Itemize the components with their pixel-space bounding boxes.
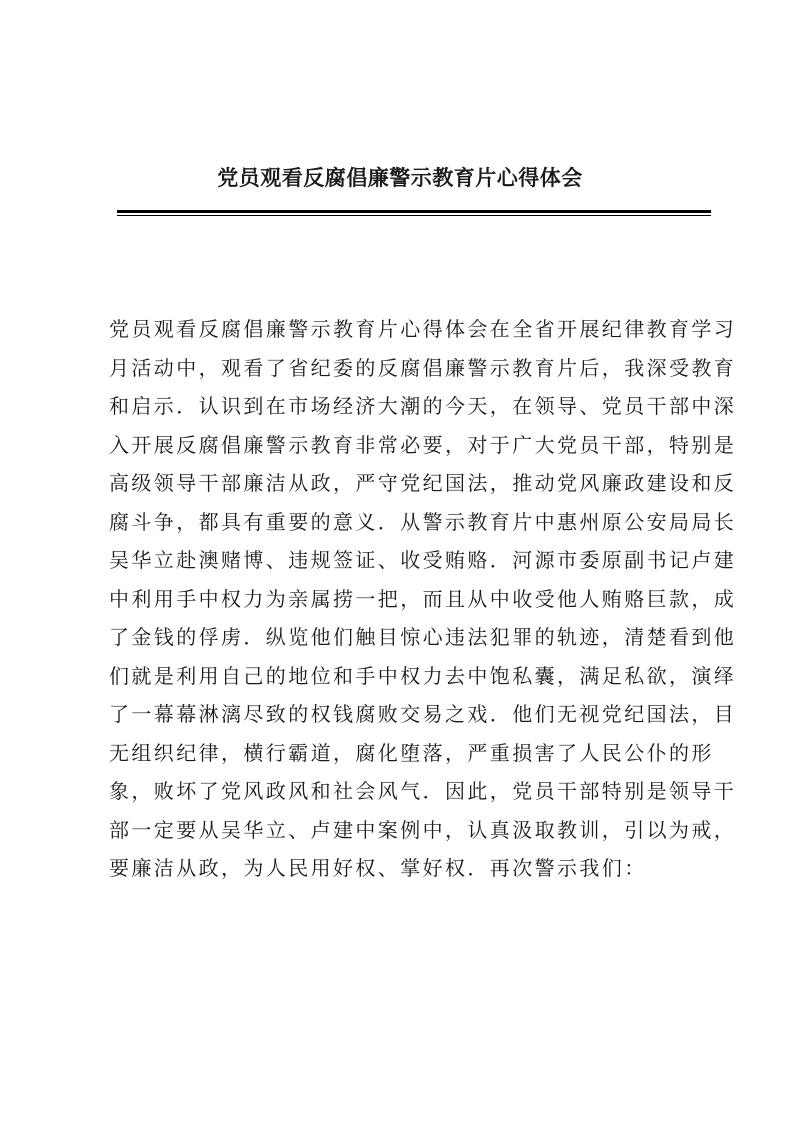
paragraph-line: 要廉洁从政，为人民用好权、掌好权．再次警示我们： — [109, 856, 647, 880]
title-underline-thin — [117, 215, 711, 216]
paragraph-line: 和启示．认识到在市场经济大潮的今天，在领导、党员干部中深 — [109, 394, 737, 418]
paragraph-line: 象，败坏了党风政风和社会风气．因此，党员干部特别是领导干 — [109, 779, 737, 803]
paragraph-line: 部一定要从吴华立、卢建中案例中，认真汲取教训，引以为戒， — [109, 817, 737, 842]
paragraph-line: 了金钱的俘虏．纵览他们触目惊心违法犯罪的轨迹，清楚看到他 — [109, 625, 737, 649]
paragraph-line: 吴华立赴澳赌博、违规签证、收受贿赂．河源市委原副书记卢建 — [109, 548, 737, 572]
body-paragraph — [109, 310, 737, 888]
paragraph-line: 入开展反腐倡廉警示教育非常必要，对于广大党员干部，特别是 — [109, 432, 737, 457]
document-title: 党员观看反腐倡廉警示教育片心得体会 — [217, 166, 583, 190]
paragraph-line: 无组织纪律，横行霸道，腐化堕落，严重损害了人民公仆的形 — [109, 740, 714, 765]
paragraph-line: 月活动中，观看了省纪委的反腐倡廉警示教育片后，我深受教育 — [109, 355, 737, 380]
paragraph-line: 了一幕幕淋漓尽致的权钱腐败交易之戏．他们无视党纪国法，目 — [109, 702, 737, 726]
paragraph-line: 中利用手中权力为亲属捞一把，而且从中收受他人贿赂巨款，成 — [109, 586, 737, 611]
paragraph-line: 腐斗争，都具有重要的意义．从警示教育片中惠州原公安局局长 — [109, 509, 737, 534]
paragraph-line: 高级领导干部廉洁从政，严守党纪国法，推动党风廉政建设和反 — [109, 471, 737, 495]
title-underline-thick — [117, 210, 711, 213]
paragraph-line: 们就是利用自己的地位和手中权力去中饱私囊，满足私欲，演绎 — [109, 663, 737, 688]
paragraph-line: 党员观看反腐倡廉警示教育片心得体会在全省开展纪律教育学习 — [109, 317, 737, 341]
